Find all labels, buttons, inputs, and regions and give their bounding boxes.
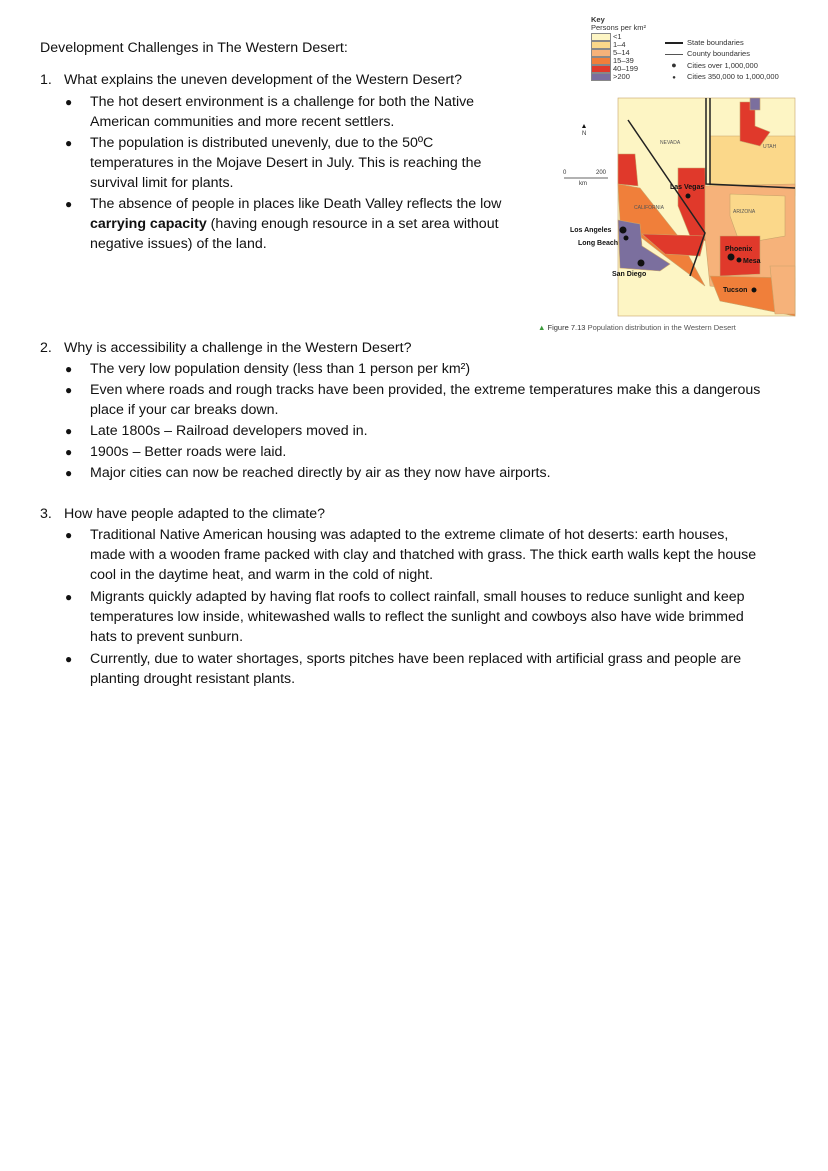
caption-text: Population distribution in the Western Desert <box>587 323 736 332</box>
density-swatch-row <box>591 73 661 81</box>
legend-state: State boundaries <box>687 38 744 47</box>
symbol-legend: State boundaries County boundaries ● Cities over 1,000,000 ● Cities 350,000 to 1,000,000 <box>665 39 805 82</box>
map-key <box>591 15 779 81</box>
state-label: NEVADA <box>660 140 681 146</box>
section-number: 1. <box>40 72 52 88</box>
bullet-text: The hot desert environment is a challenge for both the Native <box>90 94 475 110</box>
bullet-text: made with a wooden frame packed with clay and thatched with grass. The thick earth walls kept the house <box>90 547 757 563</box>
question: Why is accessibility a challenge in the Western Desert? <box>64 340 412 356</box>
bullet-icon: ● <box>65 95 73 109</box>
state-label: ARIZONA <box>733 209 756 215</box>
city-label: Los Angeles <box>570 227 612 234</box>
density-label: 15–39 <box>613 56 634 65</box>
bullet-text-cont: (having enough resource in a set area without <box>206 216 499 232</box>
city-label: Phoenix <box>725 246 753 253</box>
city-dot <box>737 258 742 263</box>
bullet-icon: ● <box>65 197 73 211</box>
city-dot <box>624 236 629 241</box>
city-label: Long Beach <box>578 240 619 247</box>
utah-purple <box>750 98 760 110</box>
density-swatch-row <box>591 33 661 41</box>
bullet-icon: ● <box>65 136 73 150</box>
bullet-icon: ● <box>65 652 73 666</box>
section-number: 3. <box>40 506 52 522</box>
state-label: CALIFORNIA <box>634 205 665 211</box>
bullet-icon: ● <box>65 383 73 397</box>
bullet-text: cool in the daytime heat, and warm in the cold of night. <box>90 567 434 583</box>
city-label: Tucson <box>723 287 748 294</box>
bullet-text: temperatures in the Mojave Desert in July. This is reaching the <box>90 155 482 171</box>
bullet-text <box>90 214 499 234</box>
density-label: 5–14 <box>613 48 630 57</box>
bold-term: carrying capacity <box>90 216 207 232</box>
bullet-text: planting drought resistant plants. <box>90 671 296 687</box>
scale-unit: km <box>579 181 587 187</box>
key-title: Key <box>591 15 605 24</box>
bullet-text: Currently, due to water shortages, sports pitches have been replaced with artificial grass and people are <box>90 651 742 667</box>
bullet-text: 1900s – Better roads were laid. <box>90 444 287 460</box>
legend-large-city: Cities over 1,000,000 <box>687 61 758 70</box>
density-label: <1 <box>613 32 622 41</box>
city-dot <box>686 194 691 199</box>
bullet-icon: ● <box>65 445 73 459</box>
bullet-text: Migrants quickly adapted by having flat roofs to collect rainfall, small houses to reduce sunlight and keep <box>90 589 745 605</box>
scale-label: 200 <box>596 170 607 176</box>
bullet-text: The absence of people in places like Death Valley reflects the low <box>90 196 502 212</box>
bullet-icon: ● <box>65 466 73 480</box>
figure-number: Figure 7.13 <box>547 323 586 332</box>
bullet-text: Traditional Native American housing was adapted to the extreme climate of hot deserts: earth houses, <box>90 527 729 543</box>
bullet-icon: ● <box>65 362 73 376</box>
density-label: 1–4 <box>613 40 626 49</box>
bullet-icon: ● <box>65 424 73 438</box>
density-swatch <box>591 41 611 49</box>
city-label: Las Vegas <box>670 184 705 191</box>
density-swatch <box>591 33 611 41</box>
bullet-text: The very low population density (less than 1 person per km²) <box>90 361 471 377</box>
section-number: 2. <box>40 340 52 356</box>
state-label: UTAH <box>763 144 777 150</box>
bullet-text: temperatures low inside, whitewashed walls to reflect the sunlight and cowboys also have wide brimmed <box>90 609 744 625</box>
legend-city: Cities 350,000 to 1,000,000 <box>687 72 779 81</box>
bullet-text: Even where roads and rough tracks have been provided, the extreme temperatures make this a dangerous <box>90 382 761 398</box>
city-dot <box>752 288 757 293</box>
key-subtitle: Persons per km² <box>591 23 647 32</box>
question: What explains the uneven development of the Western Desert? <box>64 72 463 88</box>
bullet-text: place if your car breaks down. <box>90 402 279 418</box>
city-dot <box>728 254 735 261</box>
bullet-text: The population is distributed unevenly, due to the 50ºC <box>90 135 434 151</box>
bullet-text: Late 1800s – Railroad developers moved in. <box>90 423 368 439</box>
city-label: San Diego <box>612 271 647 278</box>
phoenix-region <box>720 236 760 276</box>
bullet-icon: ● <box>65 528 73 542</box>
north-label: N <box>582 131 587 137</box>
bullet-text: Major cities can now be reached directly by air as they now have airports. <box>90 465 551 481</box>
legend-county: County boundaries <box>687 49 750 58</box>
scale-label: 0 <box>563 170 567 176</box>
density-swatch <box>591 57 611 65</box>
city-dot <box>638 260 645 267</box>
density-swatch <box>591 73 611 81</box>
figure-caption: ▲ Figure 7.13 Population distribution in the Western Desert <box>538 323 736 332</box>
document-title: Development Challenges in The Western Desert: <box>40 40 348 56</box>
bullet-text: American communities and more recent settlers. <box>90 114 395 130</box>
density-swatch <box>591 49 611 57</box>
city-dot <box>620 227 627 234</box>
bullet-text: hats to prevent sunburn. <box>90 629 244 645</box>
bullet-text: survival limit for plants. <box>90 175 234 191</box>
question: How have people adapted to the climate? <box>64 506 326 522</box>
north-arrow-icon <box>582 124 586 128</box>
bullet-text: negative issues) of the land. <box>90 236 267 252</box>
ca-red-north <box>618 154 638 186</box>
density-swatch <box>591 65 611 73</box>
density-label: >200 <box>613 72 630 81</box>
population-map <box>560 96 800 318</box>
density-label: 40–199 <box>613 64 639 73</box>
city-label: Mesa <box>743 258 761 265</box>
density-swatches <box>591 33 661 81</box>
bullet-icon: ● <box>65 590 73 604</box>
